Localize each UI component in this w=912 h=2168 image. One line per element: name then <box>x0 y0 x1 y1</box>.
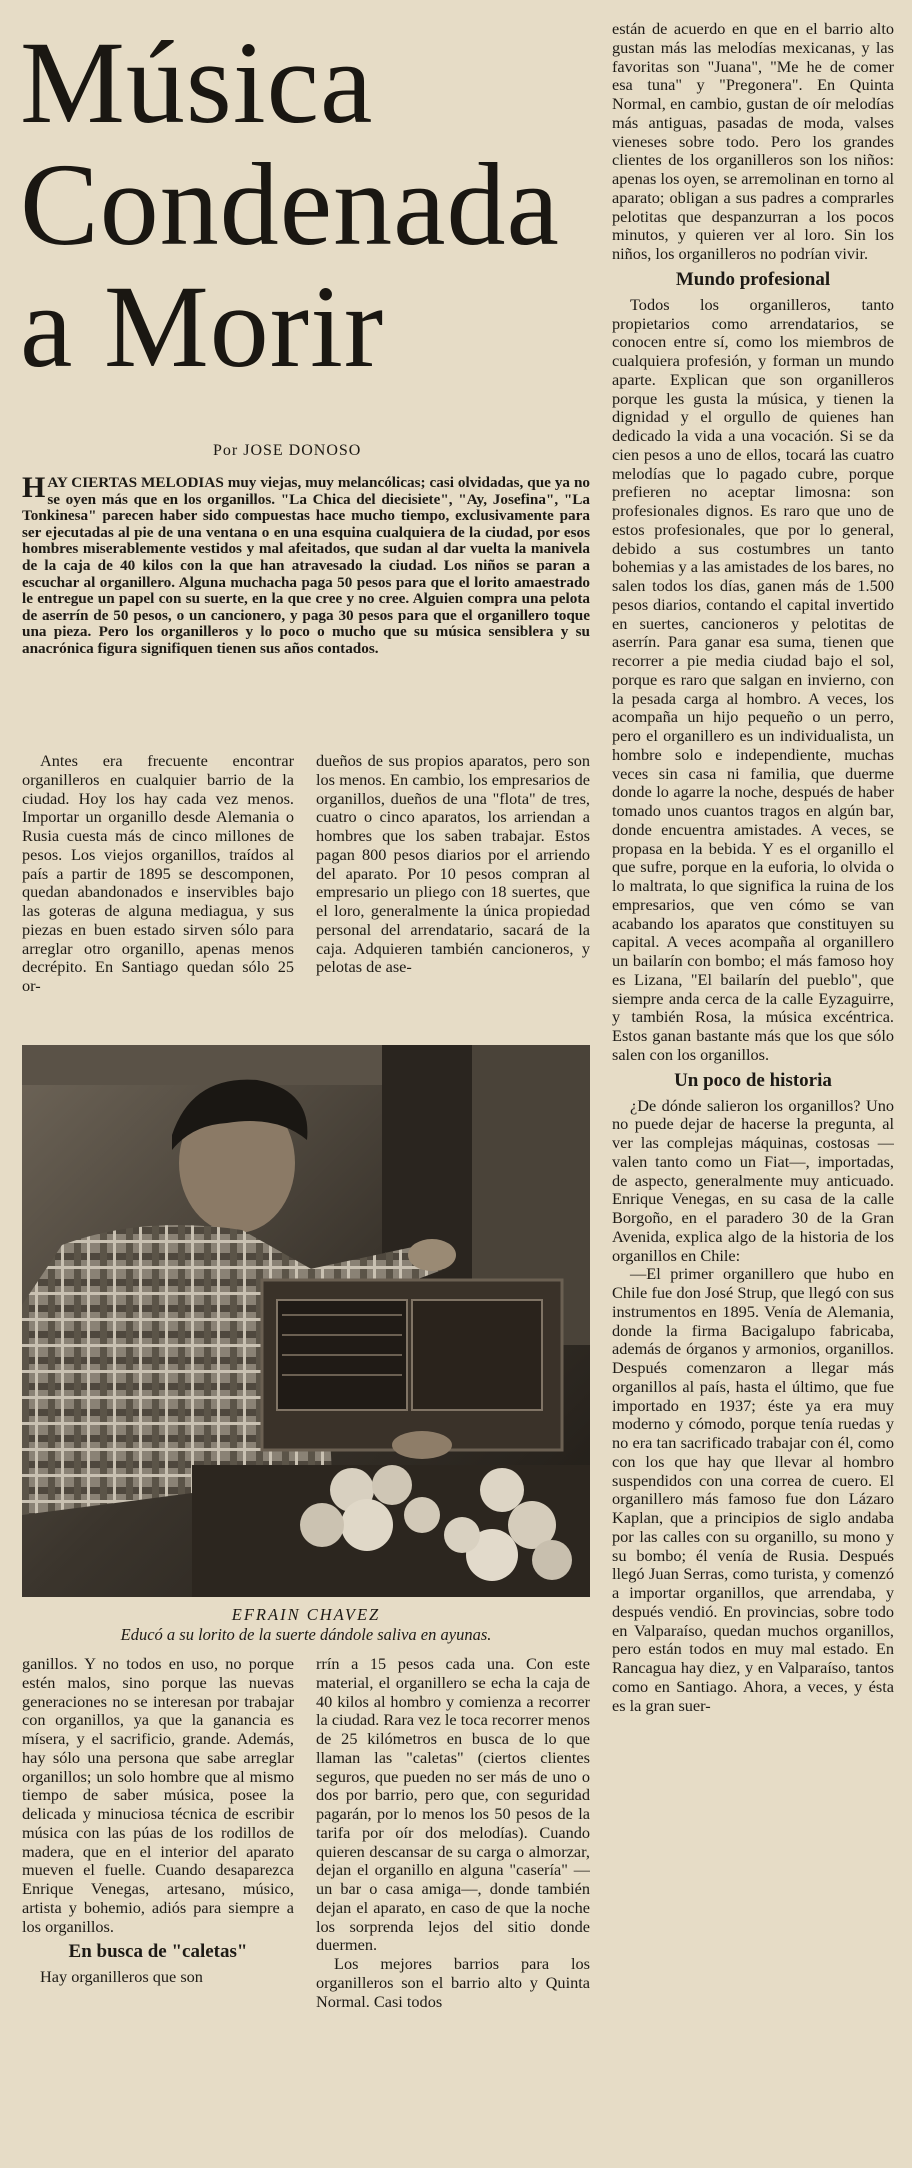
column-2-top <box>316 752 590 1024</box>
col1-top-text: Antes era frecuente encontrar organilleros en cualquier barrio de la ciudad. Hoy los hay cada vez menos. Importar un organillo desde Alemania o Rusia cuesta más de cinco millones de pesos. Los viejos organillos, traídos al país a partir de 1895 se descomponen, quedan abandonados e inservibles bajo las goteras de alguna mediagua, y sus piezas en buen estado sirven sólo para arreglar otro organillo, apenas menos decrépito. En Santiago quedan sólo 25 or- <box>22 752 294 995</box>
drop-cap: H <box>22 475 46 504</box>
title-line-3: a Morir <box>20 261 385 392</box>
column-1-top <box>22 752 294 1024</box>
col2-bottom-text-b: Los mejores barrios para los organilleros son el barrio alto y Quinta Normal. Casi todos <box>316 1954 590 2011</box>
title-line-2: Condenada <box>20 139 560 270</box>
caption-name: EFRAIN CHAVEZ <box>231 1605 381 1624</box>
column-2-bottom <box>316 1655 590 2155</box>
col1-caletas-text: Hay organilleros que son <box>40 1967 203 1987</box>
title-line-1: Música <box>20 17 374 148</box>
column-1-bottom <box>22 1655 294 2155</box>
caption-text: Educó a su lorito de la suerte dándole saliva en ayunas. <box>120 1625 492 1644</box>
article-title <box>20 17 580 392</box>
photo-caption <box>22 1605 590 1645</box>
col3-text-d: —El primer organillero que hubo en Chile fue don José Strup, que llegó con sus instrumentos en 1895. Venía de Alemania, donde la firma Bacigalupo fabricaba, además de órganos y armonios, organillos. Después comenzaron a llegar más organillos al país, hasta el último, que fue importado en 1937; éste ya era muy moderno y cómodo, porque tenía ruedas y no era tan sacrificado trabajar con él, como con los que hay que llevar al hombro suspendidos con una correa de cuero. El organillero más famoso fue don Lázaro Kaplan, que a principios de siglo andaba por las calles con su organillo, su mono y su bombo; él venía de Rusia. Después llegó Juan Serras, como turista, y comenzó a importar organillos, que arrendaba, y después vendió. En provincias, sobre todo en Valparaíso, quedan muchos organillos, pero están todos en muy mal estado. En Rancagua hay diez, y en Valparaíso, tantos como en Santiago. Ahora, a veces, y ésta es la gran suer- <box>612 1264 894 1715</box>
col3-text-c: ¿De dónde salieron los organillos? Uno no puede dejar de hacerse la pregunta, al ver las complejas máquinas, costosas —valen tanto como un Fiat—, importadas, de aspecto, generalmente muy anticuado. Enrique Venegas, en su casa de la calle Borgoño, en el paradero 30 de la Gran Avenida, explica algo de la historia de los organillos en Chile: <box>612 1095 894 1265</box>
subhead-mundo-profesional: Mundo profesional <box>675 268 831 290</box>
column-3 <box>612 20 894 2160</box>
byline: Por JOSE DONOSO <box>213 442 362 459</box>
col1-bottom-text: ganillos. Y no todos en uso, no porque estén malos, sino porque las nuevas generaciones no se interesan por trabajar con organillos, ya que la ganancia es mísera, y el sacrificio, grande. Además, hay sólo una persona que sabe arreglar organillos; un solo hombre que al mismo tiempo de saber música, posee la delicada y minuciosa técnica de escribir música con las púas de los rodillos de madera, que en el interior del aparato mueven el fuelle. Cuando desaparezca Enrique Venegas, artesano, músico, artista y bohemio, adiós para siempre a los organillos. <box>22 1655 294 1936</box>
col2-bottom-text-a: rrín a 15 pesos cada una. Con este material, el organillero se echa la caja de 40 kilos al hombro y comienza a recorrer la ciudad. Rara vez le toca recorrer menos de 25 kilómetros en busca de lo que llaman las "caletas" (ciertos clientes seguros, que pueden no ser más de uno o dos por barrio, pero que, con seguridad pagarán, por lo menos los 50 pesos de la tarifa por oír dos melodías). Cuando quieren descansar de su carga o almorzar, dejan el organillo en alguna "casería" —un bar o casa amiga—, donde también dejan el aparato, en caso de que la noche los sorprenda lejos del sitio donde duermen. <box>316 1655 590 1955</box>
col3-text-b: Todos los organilleros, tanto propietarios como arrendatarios, se conocen entre sí, como los miembros de cualquiera profesión, y forman un mundo aparte. Explican que son organilleros porque les gusta la música, y tienen la dignidad y el orgullo de quienes han dedicado la vida a una vocación. Si se da cien pesos a uno de ellos, tocará las cuatro melodías que lo pagado cubre, porque prefieren no aceptar limosna: son profesionales dignos. Es raro que uno de estos profesionales, que por lo general, debido a sus costumbres un tanto bohemias y a las amistades de los bares, no salen todos los días, ganen más de 1.500 pesos diarios, contando el capital invertido en suertes, cancioneros y pelotitas de aserrín. Para ganar esa suma, tienen que recorrer a pie media ciudad bajo el sol, porque es raro que salgan en invierno, con la pesada carga al hombro. A veces, los acompaña un hijo pequeño o un perro, pero el organillero es un individualista, un hombre solo e independiente, muchas veces sin casa ni familia, que duerme donde lo agarre la noche, después de haber tomado unos cuantos tragos en algún bar, donde encuentra amistades. A veces, se propasa en la bebida. Y es el organillo el que sufre, porque en la euforia, lo olvida o lo maltrata, lo que significa la ruina de los empresarios, que ven cómo se van acabando los aparatos que constituyen su capital. A veces acompaña al organillero un bailarín con bombo; el más famoso hoy es Lizana, "El bailarín del pueblo", que siempre anda cerca de la calle Eyzaguirre, y también Rosa, la música excéntrica. Estos ganan bastante más que los que sólo salen con los organillos. <box>612 294 894 1064</box>
col2-top-text: dueños de sus propios aparatos, pero son los menos. En cambio, los empresarios de organillos, dueños de una "flota" de tres, cuatro o cinco aparatos, los arriendan a hombres que los saben trabajar. Estos pagan 800 pesos diarios por el arriendo del aparato. Por 10 pesos compran al empresario un pliego con 18 suertes, que el loro, generalmente la única propiedad personal del arrendatario, sacará de la caja. Adquieren también cancioneros, y pelotas de ase- <box>316 752 590 977</box>
subhead-caletas: En busca de "caletas" <box>68 1941 248 1963</box>
subhead-historia: Un poco de historia <box>674 1069 832 1091</box>
lead-paragraph <box>22 475 590 737</box>
col3-text-a: están de acuerdo en que en el barrio alto gustan más las melodías mexicanas, y las favoritas son "Juana", "Me he de comer esa tuna" y "Pregonera". En Quinta Normal, en cambio, gustan de oír melodías más antiguas, pasadas de moda, valses vieneses sobre todo. Pero los grandes clientes de los organilleros son los niños: apenas los oyen, se arremolinan en torno al aparato; obligan a sus padres a comprarles pelotitas que despanzurran a los pocos minutos, y quieren ver al loro. Sin los niños, los organilleros no podrían vivir. <box>612 20 894 263</box>
lead-text: AY CIERTAS MELODIAS muy viejas, muy melancólicas; casi olvidadas, que ya no se oyen más que en los organillos. "La Chica del diecisiete", "Ay, Josefina", "La Tonkinesa" parecen haber sido compuestas hace mucho tiempo, exclusivamente para ser ejecutadas al pie de una ventana o en una esquina cualquiera de la ciudad, por esos hombres miserablemente vestidos y mal afeitados, que sudan al dar vuelta la manivela de la caja de 40 kilos con la que han atravesado la ciudad. Los niños se paran a escuchar al organillero. Alguna muchacha paga 50 pesos para que el lorito amaestrado le entregue un papel con su suerte, en la que cree y no cree. Alguien compra una pelota de aserrín de 50 pesos, o un cancionero, y paga 30 pesos para que el organillero toque una pieza. Pero los organilleros y lo poco o mucho que su música sensiblera y su anacrónica figura signifiquen tienen sus años contados. <box>22 475 590 657</box>
organ-grinder-photo <box>22 1045 590 1597</box>
